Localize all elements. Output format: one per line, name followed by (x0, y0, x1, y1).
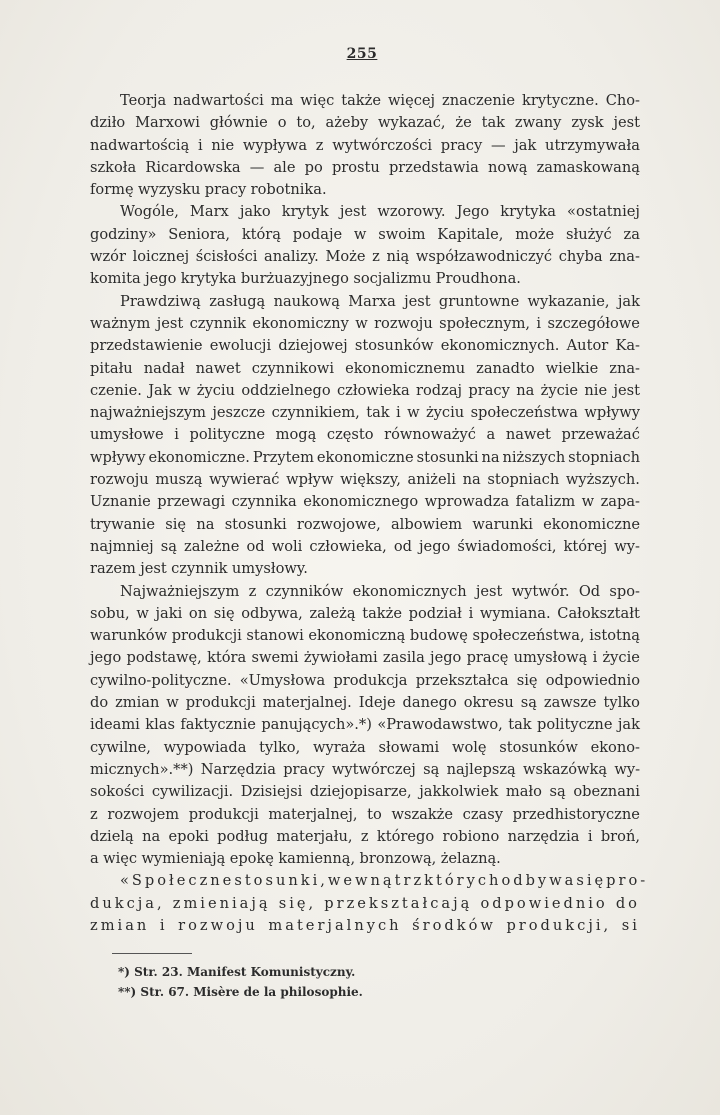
footnote-1: *) Str. 23. Manifest Komunistyczny. (118, 965, 356, 979)
text-line: sobu, w jaki on się odbywa, zależą także podział i wymiana. Całokształt (90, 604, 640, 622)
text-line: przedstawienie ewolucji dziejowej stosunków ekonomicznych. Autor Ka- (90, 337, 640, 355)
text-line: szkoła Ricardowska — ale po prostu przedstawia nową zamaskowaną (90, 158, 640, 176)
text-line: Uznanie przewagi czynnika ekonomicznego wprowadza fatalizm w zapa- (90, 493, 640, 511)
text-line: Wogóle, Marx jako krytyk jest wzorowy. Jego krytyka «ostatniej (120, 203, 640, 221)
text-line: Prawdziwą zasługą naukową Marxa jest gruntowne wykazanie, jak (120, 292, 640, 310)
page-number: 255 (346, 46, 378, 62)
text-line: razem jest czynnik umysłowy. (90, 560, 308, 578)
text-line: najważniejszym jeszcze czynnikiem, tak i w życiu społeczeństwa wpływy (90, 404, 640, 422)
footnote-divider (112, 953, 192, 954)
text-line: «Społeczne stosunki, wewnątrz których odbywa się pro- (120, 872, 649, 890)
text-line: do zmian w produkcji materjalnej. Ideje danego okresu są zawsze tylko (90, 694, 640, 712)
text-line: czenie. Jak w życiu oddzielnego człowieka rodzaj pracy na życie nie jest (90, 381, 640, 399)
text-line: jego podstawę, która swemi żywiołami zasila jego pracę umysłową i życie (90, 649, 640, 667)
text-line: z rozwojem produkcji materjalnej, to wszakże czasy przedhistoryczne (90, 805, 640, 823)
text-line: pitału nadał nawet czynnikowi ekonomicznemu zanadto wielkie zna- (90, 359, 640, 377)
text-line: Teorja nadwartości ma więc także więcej znaczenie krytyczne. Cho- (120, 92, 640, 109)
text-line: sokości cywilizacji. Dzisiejsi dziejopisarze, jakkolwiek mało są obeznani (90, 783, 640, 801)
footnotes (118, 962, 568, 1002)
text-line: cywilno-polityczne. «Umysłowa produkcja przekształca się odpowiednio (90, 671, 640, 689)
text-line: formę wyzysku pracy robotnika. (90, 181, 327, 199)
text-line: dukcja, zmieniają się, przekształcają odpowiednio do (90, 894, 640, 912)
text-line: najmniej są zależne od woli człowieka, od jego świadomości, której wy- (90, 537, 640, 555)
body-text (90, 90, 649, 937)
text-line: ideami klas faktycznie panujących».*) «Prawodawstwo, tak polityczne jak (90, 716, 640, 734)
text-line: dzielą na epoki podług materjału, z którego robiono narzędzia i broń, (90, 827, 640, 845)
footnote-2: **) Str. 67. Misère de la philosophie. (118, 985, 363, 999)
text-line: trywanie się na stosunki rozwojowe, albowiem warunki ekonomiczne (90, 515, 640, 533)
text-line: godziny» Seniora, którą podaje w swoim Kapitale, może służyć za (90, 225, 640, 243)
text-line: wpływy ekonomiczne. Przytem ekonomiczne stosunki na niższych stopniach (90, 448, 640, 466)
text-line: micznych».**) Narzędzia pracy wytwórczej są najlepszą wskazówką wy- (90, 760, 640, 778)
text-line: warunków produkcji stanowi ekonomiczną budowę społeczeństwa, istotną (90, 627, 640, 645)
text-line: nadwartością i nie wypływa z wytwórczości pracy — jak utrzymywała (90, 136, 640, 154)
text-line: ważnym jest czynnik ekonomiczny w rozwoju społecznym, i szczegółowe (90, 314, 640, 332)
text-line: zmian i rozwoju materjalnych środków produkcji, si (90, 916, 640, 934)
text-line: cywilne, wypowiada tylko, wyraża słowami wolę stosunków ekono- (90, 738, 640, 756)
text-line: komita jego krytyka burżuazyjnego socjalizmu Proudhona. (90, 270, 521, 288)
text-line: Najważniejszym z czynników ekonomicznych jest wytwór. Od spo- (120, 582, 640, 600)
text-line: a więc wymieniają epokę kamienną, bronzową, żelazną. (90, 850, 501, 868)
text-line: rozwoju muszą wywierać wpływ większy, aniżeli na stopniach wyższych. (90, 471, 640, 489)
text-line: wzór loicznej ścisłości analizy. Może z nią współzawodniczyć chyba zna- (90, 248, 640, 266)
text-line: umysłowe i polityczne mogą często równoważyć a nawet przeważać (90, 426, 640, 444)
text-line: dziło Marxowi głównie o to, ażeby wykazać, że tak zwany zysk jest (90, 114, 640, 132)
